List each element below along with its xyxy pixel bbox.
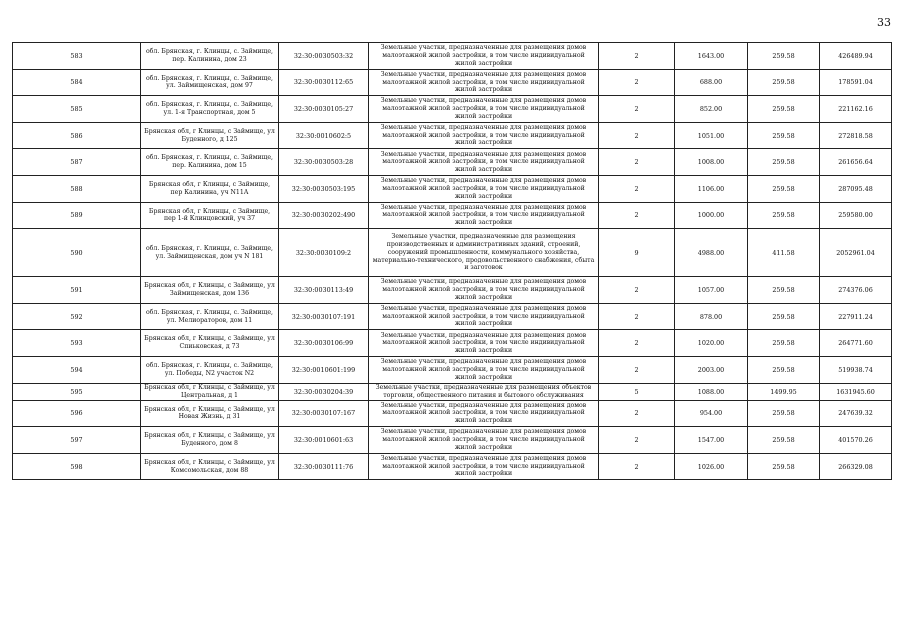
area-cell: 954.00	[675, 400, 748, 427]
specific-value-cell: 259.58	[748, 330, 820, 357]
cadastral-number-cell: 32:30:0030204:39	[279, 383, 369, 400]
area-cell: 878.00	[675, 303, 748, 330]
address-cell: Брянская обл, г Клинцы, с Займище, ул Комсомольская, дом 88	[141, 453, 279, 480]
area-cell: 1643.00	[675, 43, 748, 70]
specific-value-cell: 259.58	[748, 202, 820, 229]
land-use-cell: Земельные участки, предназначенные для размещения домов малоэтажной жилой застройки, в том числе индивидуальной жилой застройки	[369, 122, 599, 149]
area-cell: 1051.00	[675, 122, 748, 149]
specific-value-cell: 259.58	[748, 427, 820, 454]
specific-value-cell: 1499.95	[748, 383, 820, 400]
area-cell: 1057.00	[675, 277, 748, 304]
table-row	[13, 229, 892, 277]
page-number: 33	[877, 16, 891, 29]
table-row	[13, 303, 892, 330]
address-cell: обл. Брянская, г. Клинцы, с. Займище, пер. Калинина, дом 15	[141, 149, 279, 176]
land-use-cell: Земельные участки, предназначенные для размещения домов малоэтажной жилой застройки, в том числе индивидуальной жилой застройки	[369, 202, 599, 229]
row-number-cell: 590	[13, 229, 141, 277]
row-number-cell: 585	[13, 96, 141, 123]
address-cell: Брянская обл, г Клинцы, с Займище, ул Спиьковская, д 73	[141, 330, 279, 357]
area-cell: 1088.00	[675, 383, 748, 400]
address-cell: Брянская обл, г Клинцы, с Займище, пер 1-й Клинцовский, уч 37	[141, 202, 279, 229]
land-use-cell: Земельные участки, предназначенные для размещения домов малоэтажной жилой застройки, в том числе индивидуальной жилой застройки	[369, 277, 599, 304]
use-group-cell: 2	[599, 356, 675, 383]
table-row	[13, 43, 892, 70]
use-group-cell: 2	[599, 175, 675, 202]
address-cell: обл. Брянская, г. Клинцы, с. Займище, ул. Победы, N2 участок N2	[141, 356, 279, 383]
row-number-cell: 596	[13, 400, 141, 427]
table-body	[13, 43, 892, 480]
cadastral-value-cell: 261656.64	[820, 149, 892, 176]
table-row	[13, 202, 892, 229]
specific-value-cell: 259.58	[748, 356, 820, 383]
area-cell: 688.00	[675, 69, 748, 96]
table-row	[13, 356, 892, 383]
use-group-cell: 2	[599, 149, 675, 176]
table-row	[13, 383, 892, 400]
use-group-cell: 2	[599, 400, 675, 427]
cadastral-number-cell: 32:30:0030106:99	[279, 330, 369, 357]
cadastral-value-cell: 264771.60	[820, 330, 892, 357]
row-number-cell: 594	[13, 356, 141, 383]
table-row	[13, 453, 892, 480]
row-number-cell: 587	[13, 149, 141, 176]
row-number-cell: 584	[13, 69, 141, 96]
cadastral-number-cell: 32:30:0030503:195	[279, 175, 369, 202]
use-group-cell: 2	[599, 69, 675, 96]
cadastral-value-cell: 259580.00	[820, 202, 892, 229]
cadastral-value-cell: 519938.74	[820, 356, 892, 383]
specific-value-cell: 259.58	[748, 96, 820, 123]
specific-value-cell: 259.58	[748, 43, 820, 70]
table-row	[13, 277, 892, 304]
row-number-cell: 597	[13, 427, 141, 454]
land-use-cell: Земельные участки, предназначенные для размещения домов малоэтажной жилой застройки, в том числе индивидуальной жилой застройки	[369, 96, 599, 123]
specific-value-cell: 259.58	[748, 175, 820, 202]
land-use-cell: Земельные участки, предназначенные для размещения домов малоэтажной жилой застройки, в том числе индивидуальной жилой застройки	[369, 400, 599, 427]
specific-value-cell: 259.58	[748, 69, 820, 96]
cadastral-value-cell: 1631945.60	[820, 383, 892, 400]
specific-value-cell: 259.58	[748, 122, 820, 149]
specific-value-cell: 259.58	[748, 149, 820, 176]
use-group-cell: 9	[599, 229, 675, 277]
row-number-cell: 588	[13, 175, 141, 202]
land-use-cell: Земельные участки, предназначенные для размещения домов малоэтажной жилой застройки, в том числе индивидуальной жилой застройки	[369, 356, 599, 383]
use-group-cell: 2	[599, 96, 675, 123]
address-cell: Брянская обл, г Клинцы, с Займище, ул Буденного, д 125	[141, 122, 279, 149]
row-number-cell: 592	[13, 303, 141, 330]
cadastral-value-cell: 227911.24	[820, 303, 892, 330]
row-number-cell: 589	[13, 202, 141, 229]
area-cell: 1000.00	[675, 202, 748, 229]
land-use-cell: Земельные участки, предназначенные для размещения объектов торговли, общественного питания и бытового обслуживания	[369, 383, 599, 400]
use-group-cell: 2	[599, 43, 675, 70]
table-row	[13, 400, 892, 427]
area-cell: 852.00	[675, 96, 748, 123]
cadastral-number-cell: 32:30:0030109:2	[279, 229, 369, 277]
area-cell: 1008.00	[675, 149, 748, 176]
cadastral-value-cell: 178591.04	[820, 69, 892, 96]
use-group-cell: 2	[599, 453, 675, 480]
use-group-cell: 2	[599, 122, 675, 149]
table-row	[13, 96, 892, 123]
cadastral-number-cell: 32:30:0010602:5	[279, 122, 369, 149]
row-number-cell: 591	[13, 277, 141, 304]
use-group-cell: 5	[599, 383, 675, 400]
row-number-cell: 586	[13, 122, 141, 149]
table-row	[13, 69, 892, 96]
cadastral-value-cell: 274376.06	[820, 277, 892, 304]
address-cell: обл. Брянская, г. Клинцы, с. Займище, пер. Калинина, дом 23	[141, 43, 279, 70]
land-use-cell: Земельные участки, предназначенные для размещения домов малоэтажной жилой застройки, в том числе индивидуальной жилой застройки	[369, 303, 599, 330]
cadastral-value-cell: 266329.08	[820, 453, 892, 480]
cadastral-number-cell: 32:30:0010601:199	[279, 356, 369, 383]
specific-value-cell: 259.58	[748, 277, 820, 304]
address-cell: обл. Брянская, г. Клинцы, с. Займище, ул. Займищенская, дом уч N 181	[141, 229, 279, 277]
use-group-cell: 2	[599, 202, 675, 229]
area-cell: 1020.00	[675, 330, 748, 357]
specific-value-cell: 259.58	[748, 453, 820, 480]
cadastral-value-cell: 2052961.04	[820, 229, 892, 277]
row-number-cell: 595	[13, 383, 141, 400]
row-number-cell: 598	[13, 453, 141, 480]
address-cell: обл. Брянская, г. Клинцы, с. Займище, ул. Мелиораторов, дом 11	[141, 303, 279, 330]
land-use-cell: Земельные участки, предназначенные для размещения домов малоэтажной жилой застройки, в том числе индивидуальной жилой застройки	[369, 175, 599, 202]
table-row	[13, 175, 892, 202]
land-register-table	[12, 42, 892, 480]
table-row	[13, 427, 892, 454]
use-group-cell: 2	[599, 277, 675, 304]
address-cell: Брянская обл, г Клинцы, с Займище, ул Центральная, д 1	[141, 383, 279, 400]
cadastral-number-cell: 32:30:0030107:167	[279, 400, 369, 427]
address-cell: обл. Брянская, г. Клинцы, с. Займище, ул. Займищенская, дом 97	[141, 69, 279, 96]
cadastral-number-cell: 32:30:0030107:191	[279, 303, 369, 330]
row-number-cell: 583	[13, 43, 141, 70]
address-cell: Брянская обл, г Клинцы, с Займище, ул Буденного, дом 8	[141, 427, 279, 454]
land-use-cell: Земельные участки, предназначенные для размещения домов малоэтажной жилой застройки, в том числе индивидуальной жилой застройки	[369, 427, 599, 454]
land-use-cell: Земельные участки, предназначенные для размещения домов малоэтажной жилой застройки, в том числе индивидуальной жилой застройки	[369, 43, 599, 70]
specific-value-cell: 411.58	[748, 229, 820, 277]
cadastral-number-cell: 32:30:0010601:63	[279, 427, 369, 454]
use-group-cell: 2	[599, 303, 675, 330]
cadastral-value-cell: 272818.58	[820, 122, 892, 149]
use-group-cell: 2	[599, 427, 675, 454]
cadastral-number-cell: 32:30:0030112:65	[279, 69, 369, 96]
cadastral-number-cell: 32:30:0030202:490	[279, 202, 369, 229]
area-cell: 4988.00	[675, 229, 748, 277]
cadastral-number-cell: 32:30:0030503:32	[279, 43, 369, 70]
cadastral-number-cell: 32:30:0030105:27	[279, 96, 369, 123]
area-cell: 1026.00	[675, 453, 748, 480]
cadastral-value-cell: 221162.16	[820, 96, 892, 123]
cadastral-value-cell: 426489.94	[820, 43, 892, 70]
land-use-cell: Земельные участки, предназначенные для размещения домов малоэтажной жилой застройки, в том числе индивидуальной жилой застройки	[369, 330, 599, 357]
land-use-cell: Земельные участки, предназначенные для размещения домов малоэтажной жилой застройки, в том числе индивидуальной жилой застройки	[369, 69, 599, 96]
cadastral-number-cell: 32:30:0030113:49	[279, 277, 369, 304]
cadastral-value-cell: 287095.48	[820, 175, 892, 202]
address-cell: Брянская обл, г Клинцы, с Займище, пер Калинина, уч N11А	[141, 175, 279, 202]
cadastral-value-cell: 247639.32	[820, 400, 892, 427]
area-cell: 1106.00	[675, 175, 748, 202]
address-cell: обл. Брянская, г. Клинцы, с. Займище, ул. 1-я Транспортная, дом 5	[141, 96, 279, 123]
address-cell: Брянская обл, г Клинцы, с Займище, ул Новая Жизнь, д 31	[141, 400, 279, 427]
table-row	[13, 149, 892, 176]
address-cell: Брянская обл, г Клинцы, с Займище, ул Займищенская, дом 136	[141, 277, 279, 304]
table-row	[13, 330, 892, 357]
specific-value-cell: 259.58	[748, 303, 820, 330]
cadastral-value-cell: 401570.26	[820, 427, 892, 454]
use-group-cell: 2	[599, 330, 675, 357]
row-number-cell: 593	[13, 330, 141, 357]
land-use-cell: Земельные участки, предназначенные для размещения производственных и административных зданий, строений, сооружений промышленности, коммунального хозяйства, материально-технического, продовольственного снабжения, сбыта и заготовок	[369, 229, 599, 277]
cadastral-number-cell: 32:30:0030111:76	[279, 453, 369, 480]
land-use-cell: Земельные участки, предназначенные для размещения домов малоэтажной жилой застройки, в том числе индивидуальной жилой застройки	[369, 149, 599, 176]
specific-value-cell: 259.58	[748, 400, 820, 427]
cadastral-number-cell: 32:30:0030503:28	[279, 149, 369, 176]
area-cell: 2003.00	[675, 356, 748, 383]
land-use-cell: Земельные участки, предназначенные для размещения домов малоэтажной жилой застройки, в том числе индивидуальной жилой застройки	[369, 453, 599, 480]
table-row	[13, 122, 892, 149]
area-cell: 1547.00	[675, 427, 748, 454]
